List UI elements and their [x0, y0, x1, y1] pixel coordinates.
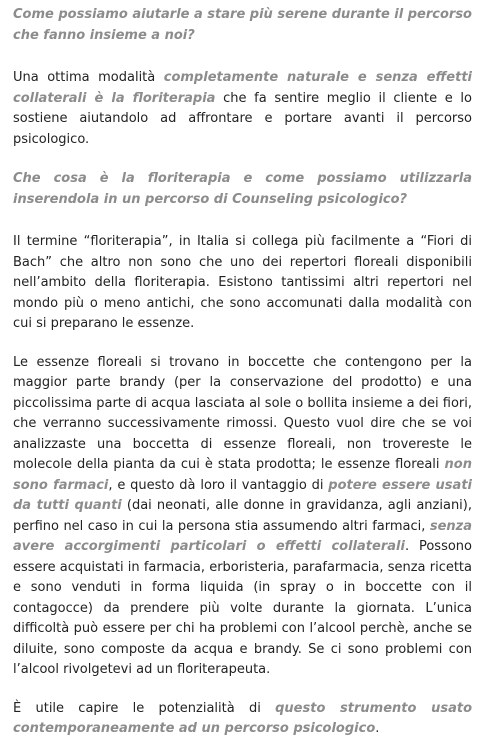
paragraph-3-highlight-b: potere essere usati da tutti quanti — [13, 477, 472, 513]
paragraph-4-text-a: È utile capire le potenzialità di — [13, 700, 276, 716]
paragraph-4-text-b: . — [375, 721, 380, 736]
paragraph-1-text-a: Una ottima modalità — [13, 70, 164, 85]
paragraph-4-highlight: questo strumento usato contemporaneamente ad un percorso psicologico — [13, 700, 472, 736]
question-heading-1: Come possiamo aiutarle a stare più serene durante il percorso che fanno insieme a noi? — [13, 7, 472, 43]
paragraph-3 — [13, 353, 472, 681]
paragraph-1-text-b: che fa sentire meglio il cliente e lo sostiene aiutandolo ad affrontare e portare avanti il percorso psicologico. — [13, 90, 472, 147]
question-heading-2: Che cosa è la floriterapia e come possiamo utilizzarla inserendola in un percorso di Counseling psicologico? — [13, 171, 472, 207]
paragraph-3-highlight-a: non sono farmaci — [13, 457, 472, 493]
paragraph-3-text-d: . Possono essere acquistati in farmacia, erboristeria, parafarmacia, senza ricetta e sono venduti in forma liquida (in spray o in boccette con il contagocce) da prendere più volte durante la giornata. L’unica difficoltà può essere per chi ha problemi con l’alcool perchè, anche se diluite, sono composte da acqua e brandy. Se ci sono problemi con l’alcool rivolgetevi ad un floriterapeuta. — [13, 539, 472, 677]
paragraph-3-text-a: Le essenze floreali si trovano in boccette che contengono per la maggior parte brandy (per la conservazione del prodotto) e una piccolissima parte di acqua lasciata al sole o bollita insieme a dei fiori, che verranno successivamente rimossi. Questo vuol dire che se voi analizzaste una boccetta di essenze floreali, non trovereste le molecole della pianta da cui è stata prodotta; le essenze floreali — [13, 354, 472, 472]
paragraph-3-highlight-c: senza avere accorgimenti particolari o effetti collaterali — [13, 518, 472, 554]
paragraph-1 — [13, 68, 472, 150]
paragraph-1-highlight: completamente naturale e senza effetti collaterali è la floriterapia — [13, 70, 472, 106]
paragraph-2: Il termine “floriterapia”, in Italia si collega più facilmente a “Fiori di Bach” che altro non sono che uno dei repertori floreali disponibili nell’ambito della floriterapia. Esistono tantissimi altri repertori nel mondo più o meno antichi, che sono accomunati dalla modalità con cui si preparano le essenze. — [13, 234, 472, 331]
paragraph-4 — [13, 699, 472, 740]
paragraph-3-text-c: (dai neonati, alle donne in gravidanza, agli anziani), perfino nel caso in cui la persona stia assumendo altri farmaci, — [13, 498, 472, 534]
paragraph-3-text-b: , e questo dà loro il vantaggio di — [108, 477, 329, 493]
